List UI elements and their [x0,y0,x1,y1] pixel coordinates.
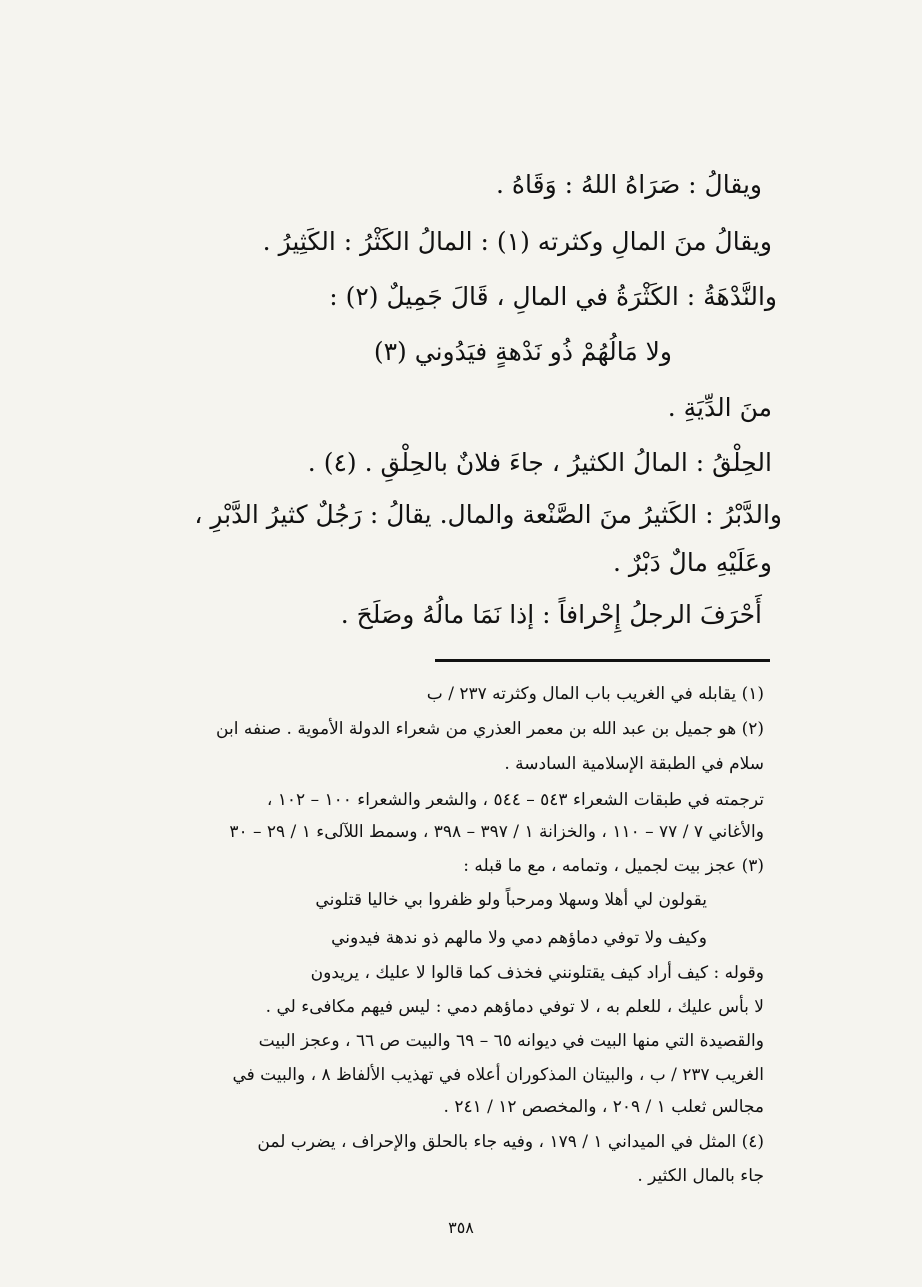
footnote-line: ترجمته في طبقات الشعراء ٥٤٣ – ٥٤٤ ، والشعر والشعراء ١٠٠ – ١٠٢ ، [266,790,764,810]
main-line: وعَلَيْهِ مالٌ دَبْرٌ . [612,548,772,577]
main-line: منَ الدِّيَةِ . [667,393,772,422]
footnote-line: (٢) هو جميل بن عبد الله بن معمر العذري من شعراء الدولة الأموية . صنفه ابن [216,719,764,739]
footnote-line: مجالس ثعلب ١ / ٢٠٩ ، والمخصص ١٢ / ٢٤١ . [443,1097,764,1117]
footnote-verse: يقولون لي أهلا وسهلا ومرحباً ولو ظفروا بي خاليا قتلوني [315,890,707,910]
main-line: ويقالُ منَ المالِ وكثرته (١) : المالُ الكَثْرُ : الكَثِيرُ . [262,227,772,256]
footnote-line: (١) يقابله في الغريب باب المال وكثرته ٢٣٧ / ب [426,684,764,704]
footnote-line: (٣) عجز بيت لجميل ، وتمامه ، مع ما قبله : [463,856,764,876]
main-line: ويقالُ : صَرَاهُ اللهُ : وَقَاهُ . [496,170,762,199]
footnote-line: سلام في الطبقة الإسلامية السادسة . [504,754,764,774]
footnote-verse: وكيف ولا توفي دماؤهم دمي ولا مالهم ذو ندهة فيدوني [331,928,707,948]
footnote-line: والقصيدة التي منها البيت في ديوانه ٦٥ – ٦٩ والبيت ص ٦٦ ، وعجز البيت [258,1031,764,1051]
footnote-line: جاء بالمال الكثير . [637,1166,764,1186]
main-line: والدَّبْرُ : الكَثيرُ منَ الصَّنْعة والمال. يقالُ : رَجُلٌ كثيرُ الدَّبْرِ ، [194,500,782,529]
footnote-divider [435,659,770,662]
footnote-line: وقوله : كيف أراد كيف يقتلونني فخذف كما قالوا لا عليك ، يريدون [310,963,764,983]
footnote-line: (٤) المثل في الميداني ١ / ١٧٩ ، وفيه جاء بالحلق والإحراف ، يضرب لمن [257,1132,764,1152]
main-line: أَحْرَفَ الرجلُ إِحْرافاً : إذا نَمَا مالُهُ وصَلَحَ . [340,600,762,629]
footnote-line: لا بأس عليك ، للعلم به ، لا توفي دماؤهم دمي : ليس فيهم مكافىء لي . [265,997,764,1017]
verse-line: ولا مَالُهُمْ ذُو نَدْهةٍ فيَدُوني (٣) [373,337,672,366]
main-line: والنَّدْهَةُ : الكَثْرَةُ في المالِ ، قَالَ جَمِيلٌ (٢) : [329,282,777,311]
footnote-line: والأغاني ٧ / ٧٧ – ١١٠ ، والخزانة ١ / ٣٩٧ – ٣٩٨ ، وسمط اللآلىء ١ / ٢٩ – ٣٠ [229,822,764,842]
footnote-line: الغريب ٢٣٧ / ب ، والبيتان المذكوران أعلاه في تهذيب الألفاظ ٨ ، والبيت في [232,1065,764,1085]
page-number: ٣٥٨ [448,1218,474,1237]
main-line: الحِلْقُ : المالُ الكثيرُ ، جاءَ فلانٌ بالحِلْقِ . (٤) . [307,448,772,477]
